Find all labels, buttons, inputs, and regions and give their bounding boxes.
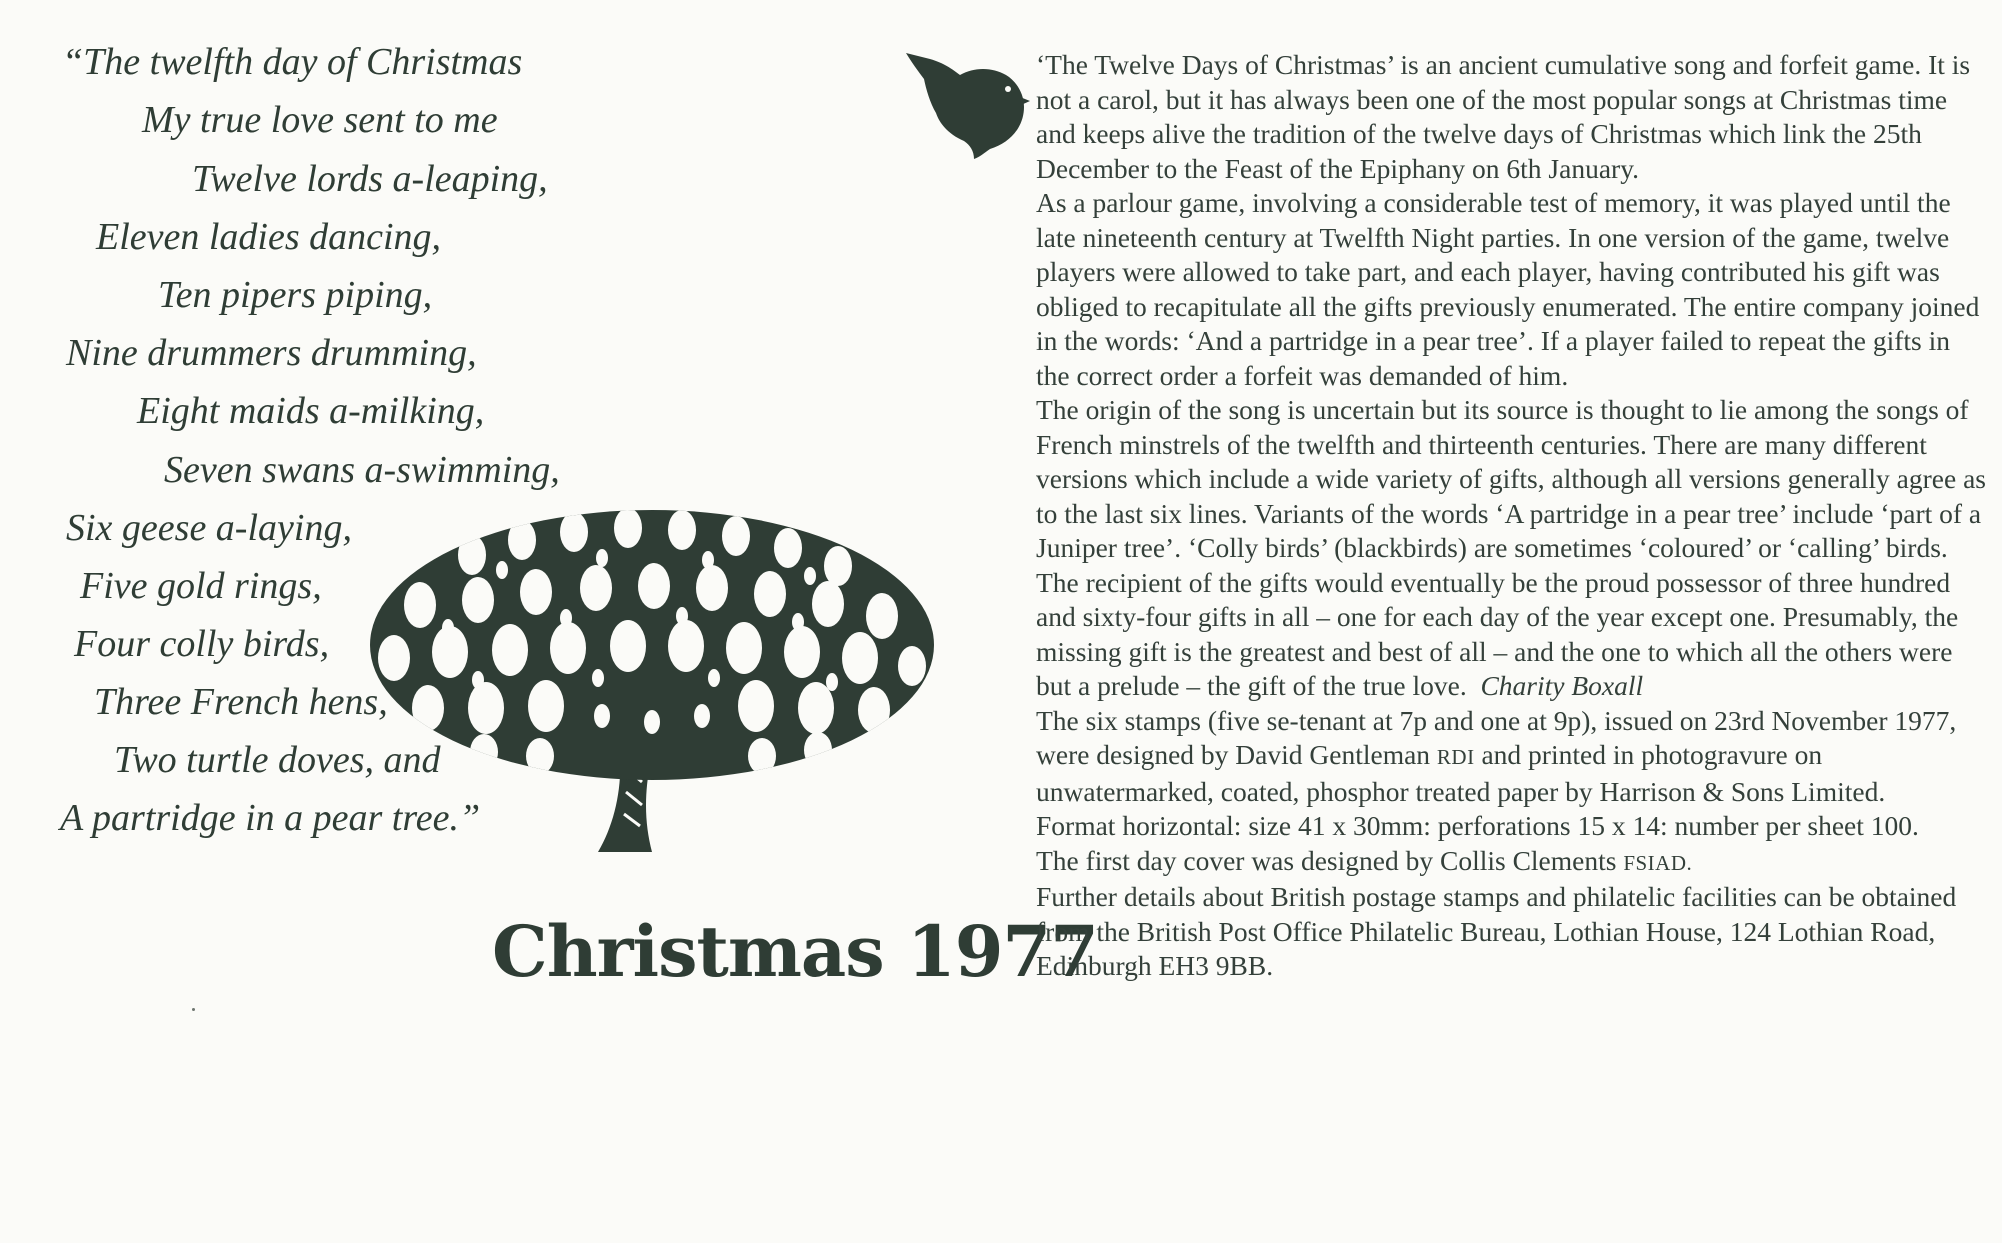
rdi-abbreviation: RDI bbox=[1436, 745, 1475, 769]
page-title: Christmas 1977 bbox=[492, 910, 1098, 993]
poem-line: “The twelfth day of Christmas bbox=[62, 41, 523, 83]
pear-tree-icon bbox=[352, 500, 942, 865]
poem-line: Four colly birds, bbox=[74, 623, 330, 665]
author-name: Charity Boxall bbox=[1480, 670, 1644, 701]
body-paragraph bbox=[1036, 704, 1986, 810]
poem-line: My true love sent to me bbox=[142, 99, 498, 141]
poem-line: Ten pipers piping, bbox=[158, 274, 433, 316]
poem-line: A partridge in a pear tree.” bbox=[60, 797, 481, 839]
stamp-details-text: and printed in photogravure on unwatermarked, coated, phosphor treated paper by Harrison & Sons Limited. bbox=[1036, 739, 1886, 807]
poem-line: Three French hens, bbox=[94, 681, 388, 723]
poem-line: Five gold rings, bbox=[80, 565, 322, 607]
body-paragraph bbox=[1036, 844, 1986, 881]
partridge-bird-icon bbox=[900, 45, 1030, 160]
body-paragraph: As a parlour game, involving a considerable test of memory, it was played until the late nineteenth century at Twelfth Night parties. In one version of the game, twelve players were allowed to take part, and each player, having contributed his gift was obliged to recapitulate all the gifts previously enumerated. The entire company joined in the words: ‘And a partridge in a pear tree’. If a player failed to repeat the gifts in the correct order a forfeit was demanded of him. bbox=[1036, 187, 1980, 391]
poem-line: Eleven ladies dancing, bbox=[96, 216, 442, 258]
poem-line: Eight maids a-milking, bbox=[137, 390, 485, 432]
stamp-details-text: The six stamps (five se-tenant at 7p and one at 9p), issued on 23rd November 1977, were designed by David Gentleman bbox=[1036, 704, 1957, 770]
poem-line: Six geese a-laying, bbox=[66, 507, 352, 549]
body-paragraph bbox=[1036, 393, 1986, 704]
body-paragraph: Further details about British postage stamps and philatelic facilities can be obtained from the British Post Office Philatelic Bureau, Lothian House, 124 Lothian Road, Edinburgh EH3 9BB. bbox=[1036, 881, 1957, 981]
fsiad-abbreviation: FSIAD. bbox=[1623, 850, 1693, 875]
body-text bbox=[1036, 48, 1986, 984]
poem-line: Two turtle doves, and bbox=[114, 739, 441, 781]
poem-line: Seven swans a-swimming, bbox=[164, 449, 560, 491]
poem-line: Twelve lords a-leaping, bbox=[192, 158, 548, 200]
poem-line: Nine drummers drumming, bbox=[66, 332, 477, 374]
body-paragraph-text: The origin of the song is uncertain but its source is thought to lie among the songs of French minstrels of the twelfth and thirteenth centuries. There are many different versions which include a wide variety of gifts, although all versions generally agree as to the last six lines. Variants of the words ‘A partridge in a pear tree’ include ‘part of a Juniper tree’. ‘Colly birds’ (blackbirds) are sometimes ‘coloured’ or ‘calling’ birds. The recipient of the gifts would eventually be the proud possessor of three hundred and sixty-four gifts in all – one for each day of the year except one. Presumably, the missing gift is the greatest and best of all – and the one to which all the others were but a prelude – the gift of the true love. bbox=[1036, 394, 1986, 701]
paper-speck bbox=[192, 1008, 195, 1011]
body-paragraph: ‘The Twelve Days of Christmas’ is an ancient cumulative song and forfeit game. It is not a carol, but it has always been one of the most popular songs at Christmas time and keeps alive the tradition of the twelve days of Christmas which link the 25th December to the Feast of the Epiphany on 6th January. bbox=[1036, 49, 1971, 184]
fdc-text: The first day cover was designed by Collis Clements bbox=[1036, 844, 1617, 876]
body-paragraph: Format horizontal: size 41 x 30mm: perforations 15 x 14: number per sheet 100. bbox=[1036, 810, 1919, 841]
